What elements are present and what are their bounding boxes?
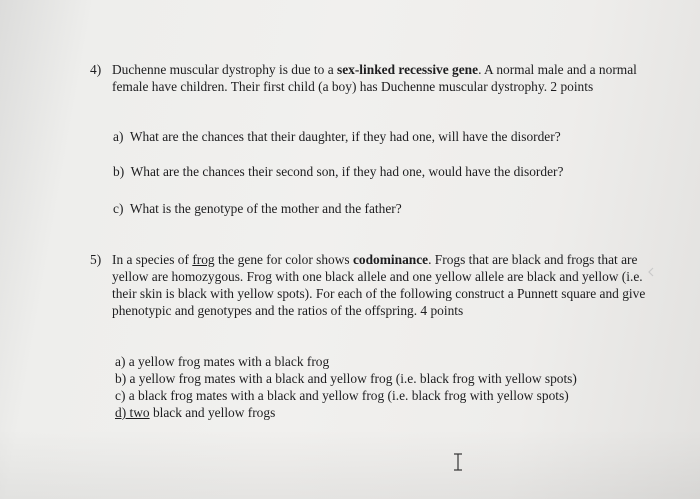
question-5-part-a: a) a yellow frog mates with a black frog bbox=[115, 354, 330, 369]
part-text: What is the genotype of the mother and the father? bbox=[129, 201, 402, 216]
part-label: c) bbox=[113, 201, 124, 216]
question-5 bbox=[90, 251, 660, 319]
question-5-part-d-text: black and yellow frogs bbox=[149, 405, 276, 420]
question-5-underlined-term: frog bbox=[192, 252, 215, 267]
part-text: What are the chances that their daughter, if they had one, will have the disorder? bbox=[129, 129, 561, 144]
question-4-part-b bbox=[113, 164, 563, 180]
chevron-left-icon[interactable] bbox=[647, 267, 655, 277]
question-5-text bbox=[112, 251, 660, 319]
question-5-part-c: c) a black frog mates with a black and yellow frog (i.e. black frog with yellow spots) bbox=[115, 388, 569, 403]
question-4-number: 4) bbox=[90, 62, 102, 77]
part-label: a) bbox=[113, 129, 124, 144]
question-5-text-part: In a species of bbox=[112, 252, 193, 267]
text-cursor-icon bbox=[452, 453, 464, 471]
question-5-parts bbox=[115, 353, 577, 421]
question-4-text-part: . A normal male and a normal female have children. Their first child (a boy) has Duchenne muscular dystrophy. 2 points bbox=[112, 62, 637, 94]
question-4-text-part: Duchenne muscular dystrophy is due to a bbox=[112, 62, 337, 77]
question-4-bold-term: sex-linked recessive gene bbox=[337, 62, 479, 77]
question-5-text-part: the gene for color shows bbox=[214, 252, 353, 267]
part-text: What are the chances their second son, if they had one, would have the disorder? bbox=[130, 164, 564, 179]
question-5-part-b: b) a yellow frog mates with a black and yellow frog (i.e. black frog with yellow spots) bbox=[115, 371, 577, 386]
question-5-bold-term: codominance bbox=[352, 252, 429, 267]
question-4-part-a bbox=[113, 129, 561, 145]
question-5-number: 5) bbox=[90, 252, 102, 267]
question-5-part-d-underlined: d) two bbox=[115, 405, 150, 420]
page-shadow bbox=[0, 429, 700, 499]
question-4-part-c bbox=[113, 201, 402, 217]
question-4-text bbox=[112, 61, 660, 95]
part-label: b) bbox=[113, 164, 125, 179]
question-4 bbox=[90, 61, 660, 95]
question-5-part-d bbox=[115, 404, 577, 421]
question-5-text-part: . Frogs that are black and frogs that are yellow are homozygous. Frog with one black allele and one yellow allele are black and yellow (i.e. their skin is black with yellow spots). For each of the following construct a Punnett square and give phenotypic and genotypes and the ratios of the offspring. 4 points bbox=[112, 252, 646, 318]
